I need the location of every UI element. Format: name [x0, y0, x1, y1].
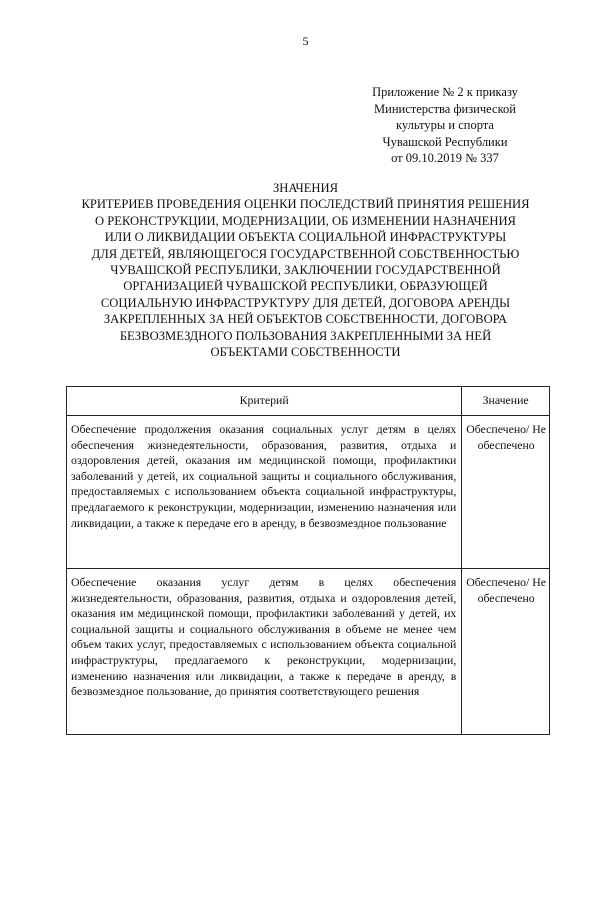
annex-line: Чувашской Республики — [382, 134, 508, 149]
title-line: ИЛИ О ЛИКВИДАЦИИ ОБЪЕКТА СОЦИАЛЬНОЙ ИНФРАСТРУКТУРЫ — [104, 230, 507, 245]
title-line: ОБЪЕКТАМИ СОБСТВЕННОСТИ — [210, 345, 401, 360]
title-line: ЧУВАШСКОЙ РЕСПУБЛИКИ, ЗАКЛЮЧЕНИИ ГОСУДАРСТВЕННОЙ — [110, 263, 501, 278]
value-cell: Обеспечено/ Не обеспечено — [462, 416, 550, 569]
title-line: БЕЗВОЗМЕЗДНОГО ПОЛЬЗОВАНИЯ ЗАКРЕПЛЕННЫМИ ЗА НЕЙ — [119, 328, 492, 343]
page-number: 5 — [302, 34, 309, 48]
table-row — [67, 416, 550, 569]
title-line: ДЛЯ ДЕТЕЙ, ЯВЛЯЮЩЕГОСЯ ГОСУДАРСТВЕННОЙ СОБСТВЕННОСТЬЮ — [91, 246, 520, 261]
table-header-row — [67, 387, 550, 416]
table-row — [67, 569, 550, 735]
criteria-table — [66, 386, 550, 735]
title-line: ЗНАЧЕНИЯ — [272, 181, 339, 195]
value-cell: Обеспечено/ Не обеспечено — [462, 569, 550, 735]
annex-header — [350, 84, 540, 167]
title-line: СОЦИАЛЬНУЮ ИНФРАСТРУКТУРУ ДЛЯ ДЕТЕЙ, ДОГОВОРА АРЕНДЫ — [100, 295, 511, 310]
annex-line: от 09.10.2019 № 337 — [391, 151, 499, 165]
header-value: Значение — [462, 387, 550, 416]
annex-line: культуры и спорта — [396, 118, 494, 132]
title-line: ОРГАНИЗАЦИЕЙ ЧУВАШСКОЙ РЕСПУБЛИКИ, ОБРАЗУЮЩЕЙ — [123, 279, 488, 294]
criterion-cell: Обеспечение оказания услуг детям в целях обеспечения жизнедеятельности, образования, развития, отдыха и оздоровления детей, оказания им медицинской помощи, профилактики заболеваний у детей, их социальной защиты и социального обслуживания в объеме не менее чем объем таких услуг, предоставляемых с использованием объекта социальной инфраструктуры, предлагаемого к реконструкции, модернизации, изменению назначения или ликвидации, а также к передаче в аренду, в безвозмездное пользование, до принятия соответствующего решения — [67, 569, 462, 735]
title-line: КРИТЕРИЕВ ПРОВЕДЕНИЯ ОЦЕНКИ ПОСЛЕДСТВИЙ ПРИНЯТИЯ РЕШЕНИЯ — [81, 197, 530, 212]
header-criterion: Критерий — [67, 387, 462, 416]
document-title — [60, 180, 551, 360]
title-line: ЗАКРЕПЛЕННЫХ ЗА НЕЙ ОБЪЕКТОВ СОБСТВЕННОСТИ, ДОГОВОРА — [103, 312, 508, 327]
criterion-cell: Обеспечение продолжения оказания социальных услуг детям в целях обеспечения жизнедеятельности, образования, развития, отдыха и оздоровления детей, оказания им медицинской помощи, профилактики заболеваний у детей, их социальной защиты и социального обслуживания, предоставляемых с использованием объекта социальной инфраструктуры, предлагаемого к реконструкции, модернизации, изменению назначения или ликвидации, а также к передаче его в аренду, в безвозмездное пользование — [67, 416, 462, 569]
annex-line: Министерства физической — [374, 101, 516, 116]
annex-line: Приложение № 2 к приказу — [372, 85, 518, 99]
title-line: О РЕКОНСТРУКЦИИ, МОДЕРНИЗАЦИИ, ОБ ИЗМЕНЕНИИ НАЗНАЧЕНИЯ — [95, 213, 516, 228]
